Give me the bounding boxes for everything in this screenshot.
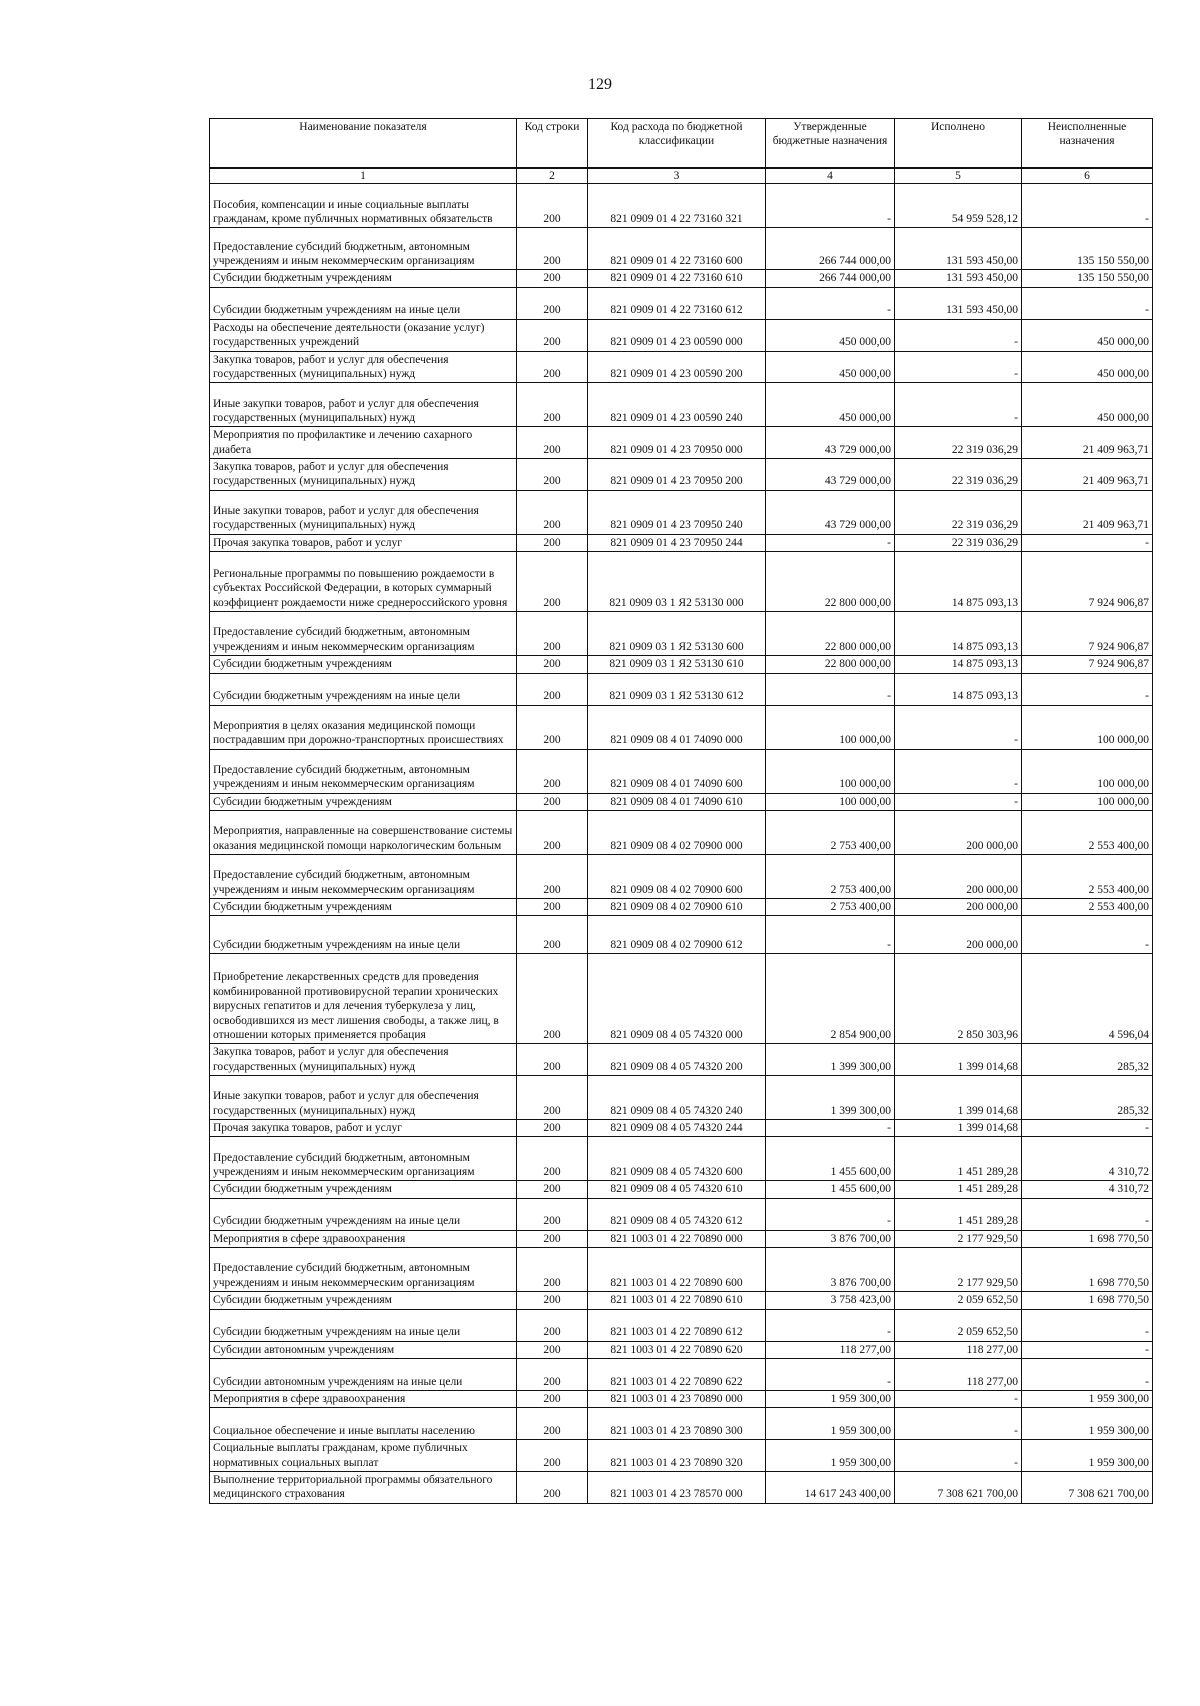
unexecuted-amount-cell: - [1022, 287, 1153, 319]
budget-classification-cell: 821 1003 01 4 23 70890 000 [588, 1390, 766, 1407]
approved-amount-cell: 1 455 600,00 [766, 1181, 895, 1198]
approved-amount-cell: 2 753 400,00 [766, 810, 895, 854]
line-code-cell: 200 [517, 673, 588, 705]
budget-classification-cell: 821 0909 08 4 01 74090 610 [588, 793, 766, 810]
budget-classification-cell: 821 1003 01 4 22 70890 620 [588, 1341, 766, 1358]
unexecuted-amount-cell: 1 698 770,50 [1022, 1292, 1153, 1309]
executed-amount-cell: 2 059 652,50 [895, 1292, 1022, 1309]
executed-amount-cell: 131 593 450,00 [895, 270, 1022, 287]
approved-amount-cell: - [766, 287, 895, 319]
budget-classification-cell: 821 0909 01 4 23 70950 200 [588, 459, 766, 491]
indicator-name-cell: Предоставление субсидий бюджетным, автономным учреждениям и иным некоммерческим организациям [210, 1248, 517, 1292]
approved-amount-cell: 2 753 400,00 [766, 898, 895, 915]
budget-classification-cell: 821 0909 08 4 05 74320 200 [588, 1044, 766, 1076]
budget-classification-cell: 821 1003 01 4 23 70890 320 [588, 1440, 766, 1472]
indicator-name-cell: Социальные выплаты гражданам, кроме публичных нормативных социальных выплат [210, 1440, 517, 1472]
table-row [210, 1309, 1153, 1341]
unexecuted-amount-cell: 4 596,04 [1022, 954, 1153, 1044]
header-unexecuted: Неисполненные назначения [1022, 119, 1153, 169]
table-row [210, 916, 1153, 954]
approved-amount-cell: 1 455 600,00 [766, 1137, 895, 1181]
unexecuted-amount-cell: 4 310,72 [1022, 1181, 1153, 1198]
executed-amount-cell: - [895, 351, 1022, 383]
unexecuted-amount-cell: 7 924 906,87 [1022, 656, 1153, 673]
budget-classification-cell: 821 1003 01 4 23 78570 000 [588, 1472, 766, 1504]
indicator-name-cell: Субсидии бюджетным учреждениям [210, 793, 517, 810]
line-code-cell: 200 [517, 810, 588, 854]
line-code-cell: 200 [517, 1472, 588, 1504]
table-row [210, 810, 1153, 854]
unexecuted-amount-cell: 450 000,00 [1022, 383, 1153, 427]
table-row [210, 552, 1153, 612]
executed-amount-cell: - [895, 1408, 1022, 1440]
column-number-row [210, 168, 1153, 184]
line-code-cell: 200 [517, 793, 588, 810]
line-code-cell: 200 [517, 1309, 588, 1341]
line-code-cell: 200 [517, 459, 588, 491]
table-row [210, 1408, 1153, 1440]
executed-amount-cell: 14 875 093,13 [895, 612, 1022, 656]
line-code-cell: 200 [517, 916, 588, 954]
approved-amount-cell: 266 744 000,00 [766, 270, 895, 287]
indicator-name-cell: Мероприятия в сфере здравоохранения [210, 1230, 517, 1247]
budget-classification-cell: 821 0909 08 4 02 70900 000 [588, 810, 766, 854]
indicator-name-cell: Расходы на обеспечение деятельности (оказание услуг) государственных учреждений [210, 319, 517, 351]
budget-classification-cell: 821 0909 08 4 02 70900 610 [588, 898, 766, 915]
line-code-cell: 200 [517, 490, 588, 534]
line-code-cell: 200 [517, 1120, 588, 1137]
approved-amount-cell: 43 729 000,00 [766, 490, 895, 534]
table-row [210, 656, 1153, 673]
approved-amount-cell: 1 959 300,00 [766, 1390, 895, 1407]
approved-amount-cell: - [766, 1120, 895, 1137]
approved-amount-cell: 14 617 243 400,00 [766, 1472, 895, 1504]
budget-classification-cell: 821 0909 03 1 Я2 53130 600 [588, 612, 766, 656]
approved-amount-cell: 43 729 000,00 [766, 427, 895, 459]
budget-classification-cell: 821 0909 08 4 05 74320 610 [588, 1181, 766, 1198]
table-row [210, 1181, 1153, 1198]
indicator-name-cell: Иные закупки товаров, работ и услуг для обеспечения государственных (муниципальных) нужд [210, 1076, 517, 1120]
budget-classification-cell: 821 0909 08 4 05 74320 000 [588, 954, 766, 1044]
header-executed: Исполнено [895, 119, 1022, 169]
line-code-cell: 200 [517, 427, 588, 459]
header-approved: Утвержденные бюджетные назначения [766, 119, 895, 169]
executed-amount-cell: 118 277,00 [895, 1358, 1022, 1390]
table-row [210, 673, 1153, 705]
unexecuted-amount-cell: - [1022, 1198, 1153, 1230]
executed-amount-cell: 2 177 929,50 [895, 1230, 1022, 1247]
budget-classification-cell: 821 0909 01 4 22 73160 612 [588, 287, 766, 319]
budget-classification-cell: 821 1003 01 4 22 70890 610 [588, 1292, 766, 1309]
indicator-name-cell: Субсидии бюджетным учреждениям на иные цели [210, 916, 517, 954]
unexecuted-amount-cell: 2 553 400,00 [1022, 810, 1153, 854]
table-row [210, 490, 1153, 534]
unexecuted-amount-cell: 7 924 906,87 [1022, 612, 1153, 656]
line-code-cell: 200 [517, 1044, 588, 1076]
indicator-name-cell: Предоставление субсидий бюджетным, автономным учреждениям и иным некоммерческим организациям [210, 1137, 517, 1181]
table-row [210, 427, 1153, 459]
header-line-code: Код строки [517, 119, 588, 169]
indicator-name-cell: Субсидии бюджетным учреждениям на иные цели [210, 1309, 517, 1341]
budget-classification-cell: 821 1003 01 4 22 70890 000 [588, 1230, 766, 1247]
page-number: 129 [588, 76, 612, 93]
executed-amount-cell: - [895, 705, 1022, 749]
table-row [210, 351, 1153, 383]
indicator-name-cell: Пособия, компенсации и иные социальные выплаты гражданам, кроме публичных нормативных обязательств [210, 184, 517, 228]
approved-amount-cell: 43 729 000,00 [766, 459, 895, 491]
budget-classification-cell: 821 0909 01 4 23 70950 244 [588, 534, 766, 551]
budget-execution-table [209, 118, 1153, 1504]
indicator-name-cell: Прочая закупка товаров, работ и услуг [210, 534, 517, 551]
unexecuted-amount-cell: 135 150 550,00 [1022, 228, 1153, 270]
approved-amount-cell: - [766, 1309, 895, 1341]
line-code-cell: 200 [517, 1137, 588, 1181]
indicator-name-cell: Мероприятия в целях оказания медицинской помощи пострадавшим при дорожно-транспортных происшествиях [210, 705, 517, 749]
indicator-name-cell: Приобретение лекарственных средств для проведения комбинированной противовирусной терапии хронических вирусных гепатитов и для лечения туберкулеза у лиц, освободившихся из мест лишения свободы, а также лиц, в отношении которых применяется пробация [210, 954, 517, 1044]
approved-amount-cell: 22 800 000,00 [766, 656, 895, 673]
executed-amount-cell: 1 399 014,68 [895, 1076, 1022, 1120]
indicator-name-cell: Субсидии бюджетным учреждениям [210, 1292, 517, 1309]
approved-amount-cell: - [766, 916, 895, 954]
budget-classification-cell: 821 0909 03 1 Я2 53130 610 [588, 656, 766, 673]
table-row [210, 287, 1153, 319]
unexecuted-amount-cell: 21 409 963,71 [1022, 459, 1153, 491]
unexecuted-amount-cell: 450 000,00 [1022, 351, 1153, 383]
budget-classification-cell: 821 0909 01 4 23 00590 000 [588, 319, 766, 351]
budget-classification-cell: 821 0909 03 1 Я2 53130 000 [588, 552, 766, 612]
executed-amount-cell: 118 277,00 [895, 1341, 1022, 1358]
executed-amount-cell: 22 319 036,29 [895, 427, 1022, 459]
table-row [210, 1076, 1153, 1120]
approved-amount-cell: 2 753 400,00 [766, 854, 895, 898]
unexecuted-amount-cell: - [1022, 1358, 1153, 1390]
budget-classification-cell: 821 0909 08 4 01 74090 000 [588, 705, 766, 749]
executed-amount-cell: 22 319 036,29 [895, 459, 1022, 491]
executed-amount-cell: 1 399 014,68 [895, 1044, 1022, 1076]
line-code-cell: 200 [517, 954, 588, 1044]
unexecuted-amount-cell: 1 698 770,50 [1022, 1248, 1153, 1292]
unexecuted-amount-cell: 2 553 400,00 [1022, 898, 1153, 915]
budget-classification-cell: 821 0909 08 4 05 74320 240 [588, 1076, 766, 1120]
table-row [210, 898, 1153, 915]
executed-amount-cell: 7 308 621 700,00 [895, 1472, 1022, 1504]
table-row [210, 749, 1153, 793]
table-row [210, 534, 1153, 551]
unexecuted-amount-cell: 100 000,00 [1022, 749, 1153, 793]
table-row [210, 1230, 1153, 1247]
executed-amount-cell: 1 399 014,68 [895, 1120, 1022, 1137]
budget-classification-cell: 821 0909 01 4 22 73160 610 [588, 270, 766, 287]
line-code-cell: 200 [517, 552, 588, 612]
executed-amount-cell: - [895, 1390, 1022, 1407]
budget-classification-cell: 821 1003 01 4 23 70890 300 [588, 1408, 766, 1440]
column-number: 3 [588, 168, 766, 184]
indicator-name-cell: Субсидии бюджетным учреждениям [210, 656, 517, 673]
approved-amount-cell: 1 399 300,00 [766, 1076, 895, 1120]
unexecuted-amount-cell: - [1022, 1341, 1153, 1358]
budget-classification-cell: 821 0909 08 4 05 74320 600 [588, 1137, 766, 1181]
indicator-name-cell: Иные закупки товаров, работ и услуг для обеспечения государственных (муниципальных) нужд [210, 383, 517, 427]
unexecuted-amount-cell: - [1022, 1309, 1153, 1341]
budget-classification-cell: 821 0909 01 4 22 73160 600 [588, 228, 766, 270]
indicator-name-cell: Мероприятия в сфере здравоохранения [210, 1390, 517, 1407]
approved-amount-cell: 100 000,00 [766, 705, 895, 749]
table-header-row [210, 119, 1153, 169]
indicator-name-cell: Иные закупки товаров, работ и услуг для обеспечения государственных (муниципальных) нужд [210, 490, 517, 534]
unexecuted-amount-cell: - [1022, 1120, 1153, 1137]
approved-amount-cell: - [766, 184, 895, 228]
budget-classification-cell: 821 1003 01 4 22 70890 612 [588, 1309, 766, 1341]
approved-amount-cell: 118 277,00 [766, 1341, 895, 1358]
approved-amount-cell: 100 000,00 [766, 793, 895, 810]
unexecuted-amount-cell: 7 924 906,87 [1022, 552, 1153, 612]
column-number: 2 [517, 168, 588, 184]
executed-amount-cell: 131 593 450,00 [895, 287, 1022, 319]
budget-classification-cell: 821 0909 08 4 01 74090 600 [588, 749, 766, 793]
executed-amount-cell: 200 000,00 [895, 810, 1022, 854]
indicator-name-cell: Субсидии бюджетным учреждениям на иные цели [210, 1198, 517, 1230]
budget-classification-cell: 821 0909 08 4 02 70900 600 [588, 854, 766, 898]
table-row [210, 270, 1153, 287]
indicator-name-cell: Предоставление субсидий бюджетным, автономным учреждениям и иным некоммерческим организациям [210, 612, 517, 656]
executed-amount-cell: 2 059 652,50 [895, 1309, 1022, 1341]
table-row [210, 954, 1153, 1044]
column-number: 4 [766, 168, 895, 184]
unexecuted-amount-cell: - [1022, 184, 1153, 228]
line-code-cell: 200 [517, 228, 588, 270]
table-row [210, 1137, 1153, 1181]
indicator-name-cell: Предоставление субсидий бюджетным, автономным учреждениям и иным некоммерческим организациям [210, 854, 517, 898]
indicator-name-cell: Субсидии бюджетным учреждениям [210, 1181, 517, 1198]
approved-amount-cell: 22 800 000,00 [766, 612, 895, 656]
line-code-cell: 200 [517, 854, 588, 898]
header-indicator-name: Наименование показателя [210, 119, 517, 169]
unexecuted-amount-cell: 285,32 [1022, 1076, 1153, 1120]
indicator-name-cell: Закупка товаров, работ и услуг для обеспечения государственных (муниципальных) нужд [210, 351, 517, 383]
table-row [210, 383, 1153, 427]
approved-amount-cell: 266 744 000,00 [766, 228, 895, 270]
executed-amount-cell: 1 451 289,28 [895, 1181, 1022, 1198]
unexecuted-amount-cell: 100 000,00 [1022, 793, 1153, 810]
executed-amount-cell: 1 451 289,28 [895, 1137, 1022, 1181]
line-code-cell: 200 [517, 1341, 588, 1358]
unexecuted-amount-cell: 1 698 770,50 [1022, 1230, 1153, 1247]
indicator-name-cell: Субсидии автономным учреждениям на иные цели [210, 1358, 517, 1390]
line-code-cell: 200 [517, 184, 588, 228]
approved-amount-cell: - [766, 1358, 895, 1390]
budget-classification-cell: 821 1003 01 4 22 70890 622 [588, 1358, 766, 1390]
line-code-cell: 200 [517, 270, 588, 287]
budget-classification-cell: 821 0909 01 4 23 00590 240 [588, 383, 766, 427]
approved-amount-cell: - [766, 534, 895, 551]
line-code-cell: 200 [517, 351, 588, 383]
approved-amount-cell: 3 876 700,00 [766, 1230, 895, 1247]
executed-amount-cell: 200 000,00 [895, 854, 1022, 898]
indicator-name-cell: Субсидии автономным учреждениям [210, 1341, 517, 1358]
indicator-name-cell: Предоставление субсидий бюджетным, автономным учреждениям и иным некоммерческим организациям [210, 749, 517, 793]
approved-amount-cell: 450 000,00 [766, 351, 895, 383]
budget-classification-cell: 821 0909 01 4 23 00590 200 [588, 351, 766, 383]
table-row [210, 1341, 1153, 1358]
line-code-cell: 200 [517, 1440, 588, 1472]
table-row [210, 1358, 1153, 1390]
table-row [210, 1044, 1153, 1076]
executed-amount-cell: - [895, 1440, 1022, 1472]
unexecuted-amount-cell: 21 409 963,71 [1022, 490, 1153, 534]
unexecuted-amount-cell: 135 150 550,00 [1022, 270, 1153, 287]
line-code-cell: 200 [517, 319, 588, 351]
line-code-cell: 200 [517, 1181, 588, 1198]
executed-amount-cell: 200 000,00 [895, 898, 1022, 915]
executed-amount-cell: - [895, 793, 1022, 810]
executed-amount-cell: 14 875 093,13 [895, 673, 1022, 705]
table-row [210, 1390, 1153, 1407]
unexecuted-amount-cell: 1 959 300,00 [1022, 1390, 1153, 1407]
line-code-cell: 200 [517, 1198, 588, 1230]
indicator-name-cell: Закупка товаров, работ и услуг для обеспечения государственных (муниципальных) нужд [210, 1044, 517, 1076]
column-number: 5 [895, 168, 1022, 184]
executed-amount-cell: 2 850 303,96 [895, 954, 1022, 1044]
line-code-cell: 200 [517, 383, 588, 427]
line-code-cell: 200 [517, 656, 588, 673]
table-row [210, 1292, 1153, 1309]
table-body [210, 184, 1153, 1503]
unexecuted-amount-cell: 4 310,72 [1022, 1137, 1153, 1181]
indicator-name-cell: Субсидии бюджетным учреждениям [210, 898, 517, 915]
executed-amount-cell: 22 319 036,29 [895, 490, 1022, 534]
indicator-name-cell: Предоставление субсидий бюджетным, автономным учреждениям и иным некоммерческим организациям [210, 228, 517, 270]
indicator-name-cell: Мероприятия по профилактике и лечению сахарного диабета [210, 427, 517, 459]
budget-classification-cell: 821 1003 01 4 22 70890 600 [588, 1248, 766, 1292]
indicator-name-cell: Субсидии бюджетным учреждениям на иные цели [210, 287, 517, 319]
approved-amount-cell: 450 000,00 [766, 319, 895, 351]
column-number: 1 [210, 168, 517, 184]
executed-amount-cell: 22 319 036,29 [895, 534, 1022, 551]
approved-amount-cell: - [766, 673, 895, 705]
line-code-cell: 200 [517, 898, 588, 915]
budget-classification-cell: 821 0909 08 4 05 74320 244 [588, 1120, 766, 1137]
table-row [210, 854, 1153, 898]
executed-amount-cell: 14 875 093,13 [895, 552, 1022, 612]
executed-amount-cell: 2 177 929,50 [895, 1248, 1022, 1292]
table-row [210, 319, 1153, 351]
budget-classification-cell: 821 0909 03 1 Я2 53130 612 [588, 673, 766, 705]
unexecuted-amount-cell: - [1022, 534, 1153, 551]
table-row [210, 459, 1153, 491]
line-code-cell: 200 [517, 705, 588, 749]
table-row [210, 705, 1153, 749]
approved-amount-cell: 1 959 300,00 [766, 1440, 895, 1472]
indicator-name-cell: Субсидии бюджетным учреждениям [210, 270, 517, 287]
approved-amount-cell: 22 800 000,00 [766, 552, 895, 612]
executed-amount-cell: - [895, 383, 1022, 427]
approved-amount-cell: 1 959 300,00 [766, 1408, 895, 1440]
indicator-name-cell: Социальное обеспечение и иные выплаты населению [210, 1408, 517, 1440]
line-code-cell: 200 [517, 1408, 588, 1440]
table-row [210, 793, 1153, 810]
line-code-cell: 200 [517, 749, 588, 793]
line-code-cell: 200 [517, 534, 588, 551]
line-code-cell: 200 [517, 1230, 588, 1247]
unexecuted-amount-cell: 2 553 400,00 [1022, 854, 1153, 898]
executed-amount-cell: - [895, 319, 1022, 351]
unexecuted-amount-cell: 450 000,00 [1022, 319, 1153, 351]
table-row [210, 1472, 1153, 1504]
executed-amount-cell: 1 451 289,28 [895, 1198, 1022, 1230]
table-row [210, 1248, 1153, 1292]
unexecuted-amount-cell: 7 308 621 700,00 [1022, 1472, 1153, 1504]
approved-amount-cell: 3 876 700,00 [766, 1248, 895, 1292]
indicator-name-cell: Региональные программы по повышению рождаемости в субъектах Российской Федерации, в которых суммарный коэффициент рождаемости ниже среднероссийского уровня [210, 552, 517, 612]
budget-classification-cell: 821 0909 01 4 22 73160 321 [588, 184, 766, 228]
table-row [210, 228, 1153, 270]
approved-amount-cell: 3 758 423,00 [766, 1292, 895, 1309]
column-number: 6 [1022, 168, 1153, 184]
unexecuted-amount-cell: 1 959 300,00 [1022, 1408, 1153, 1440]
budget-classification-cell: 821 0909 08 4 05 74320 612 [588, 1198, 766, 1230]
table-row [210, 1440, 1153, 1472]
indicator-name-cell: Выполнение территориальной программы обязательного медицинского страхования [210, 1472, 517, 1504]
line-code-cell: 200 [517, 612, 588, 656]
indicator-name-cell: Мероприятия, направленные на совершенствование системы оказания медицинской помощи наркологическим больным [210, 810, 517, 854]
indicator-name-cell: Прочая закупка товаров, работ и услуг [210, 1120, 517, 1137]
executed-amount-cell: 200 000,00 [895, 916, 1022, 954]
table-row [210, 1120, 1153, 1137]
unexecuted-amount-cell: 21 409 963,71 [1022, 427, 1153, 459]
unexecuted-amount-cell: 100 000,00 [1022, 705, 1153, 749]
line-code-cell: 200 [517, 1076, 588, 1120]
line-code-cell: 200 [517, 287, 588, 319]
executed-amount-cell: 14 875 093,13 [895, 656, 1022, 673]
line-code-cell: 200 [517, 1390, 588, 1407]
approved-amount-cell: - [766, 1198, 895, 1230]
line-code-cell: 200 [517, 1292, 588, 1309]
line-code-cell: 200 [517, 1248, 588, 1292]
indicator-name-cell: Субсидии бюджетным учреждениям на иные цели [210, 673, 517, 705]
approved-amount-cell: 2 854 900,00 [766, 954, 895, 1044]
table-row [210, 612, 1153, 656]
unexecuted-amount-cell: 285,32 [1022, 1044, 1153, 1076]
budget-classification-cell: 821 0909 01 4 23 70950 240 [588, 490, 766, 534]
table-row [210, 184, 1153, 228]
executed-amount-cell: 131 593 450,00 [895, 228, 1022, 270]
unexecuted-amount-cell: 1 959 300,00 [1022, 1440, 1153, 1472]
approved-amount-cell: 450 000,00 [766, 383, 895, 427]
unexecuted-amount-cell: - [1022, 916, 1153, 954]
budget-classification-cell: 821 0909 01 4 23 70950 000 [588, 427, 766, 459]
indicator-name-cell: Закупка товаров, работ и услуг для обеспечения государственных (муниципальных) нужд [210, 459, 517, 491]
approved-amount-cell: 1 399 300,00 [766, 1044, 895, 1076]
executed-amount-cell: - [895, 749, 1022, 793]
table-row [210, 1198, 1153, 1230]
approved-amount-cell: 100 000,00 [766, 749, 895, 793]
line-code-cell: 200 [517, 1358, 588, 1390]
executed-amount-cell: 54 959 528,12 [895, 184, 1022, 228]
budget-classification-cell: 821 0909 08 4 02 70900 612 [588, 916, 766, 954]
header-budget-classification: Код расхода по бюджетной классификации [588, 119, 766, 169]
unexecuted-amount-cell: - [1022, 673, 1153, 705]
